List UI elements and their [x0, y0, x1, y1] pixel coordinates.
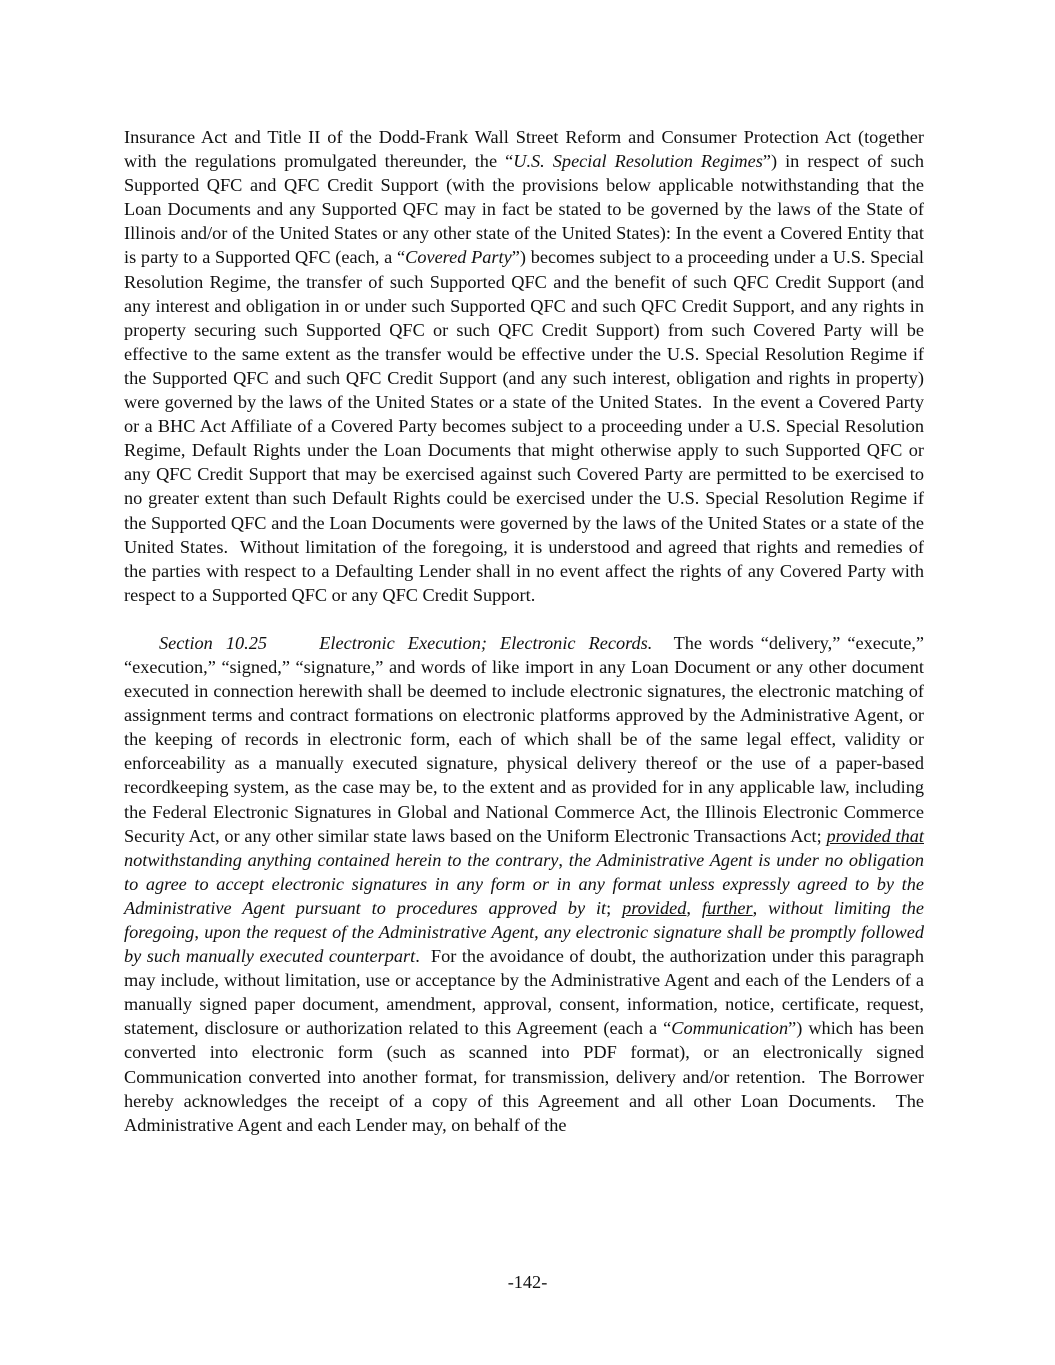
- text-run: Insurance Act and Title II of the Dodd-Frank Wall Street Reform and Consumer Protection Act (together with the regulations promulgated thereunder, the “: [124, 127, 924, 172]
- section-heading: Section 10.25 Electronic Execution; Electronic Records.: [159, 632, 653, 653]
- underlined-term: provided: [622, 897, 687, 918]
- text-run: ”) in respect of such Supported QFC and QFC Credit Support (with the provisions below applicable notwithstanding that the Loan Documents and any Supported QFC may in fact be stated to be governed by the laws of the State of Illinois and/or of the United States or any other state of the United States): In the event a Covered Entity that is party to a Supported QFC (each, a “: [124, 151, 924, 268]
- emphasized-text: the Administrative Agent is under no obligation to agree to accept electronic signatures in any form or in any format unless expressly agreed to by the Administrative Agent pursuant to procedures approved by it: [124, 849, 924, 918]
- text-run: ,: [752, 897, 769, 918]
- text-run: ,: [686, 897, 702, 918]
- text-run: ,: [534, 922, 545, 942]
- emphasized-text: Covered Party: [405, 247, 512, 268]
- page-number: -142-: [507, 1272, 548, 1292]
- paragraph-qfc-regimes: [124, 125, 924, 607]
- emphasized-text: without limiting the foregoing: [124, 897, 924, 942]
- text-run: ”) which has been converted into electronic form (such as scanned into PDF format), or an electronically signed Communication converted into another format, for transmission, delivery and/or retention. The Borrower hereby acknowledges the receipt of a copy of this Agreement and all other Loan Documents. The Administrative Agent and each Lender may, on behalf of the: [124, 1018, 925, 1135]
- emphasized-text: Communication: [671, 1018, 789, 1039]
- emphasized-text: any electronic signature shall be promptly followed by such manually executed counterpart: [124, 922, 925, 967]
- paragraph-section-10-25: [124, 631, 924, 1137]
- emphasized-text: U.S. Special Resolution Regimes: [513, 151, 763, 172]
- emphasized-text: upon the request of the Administrative Agent: [204, 922, 535, 942]
- text-run: ”) becomes subject to a proceeding under a U.S. Special Resolution Regime, the transfer of such Supported QFC and the benefit of such QFC Credit Support (and any interest and obligation in or under such Supported QFC and such QFC Credit Support, and any rights in property securing such Supported QFC or such QFC Credit Support) from such Covered Party will be effective to the same extent as the transfer would be effective under the U.S. Special Resolution Regime if the Supported QFC and such QFC Credit Support (and any such interest, obligation and rights in property) were governed by the laws of the United States or a state of the United States. In the event a Covered Party or a BHC Act Affiliate of a Covered Party becomes subject to a proceeding under a U.S. Special Resolution Regime, Default Rights under the Loan Documents that might otherwise apply to such Supported QFC or any QFC Credit Support that may be exercised against such Covered Party are permitted to be exercised to no greater extent than such Default Rights could be exercised under the U.S. Special Resolution Regime if the Supported QFC and the Loan Documents were governed by the laws of the United States or a state of the United States. Without limitation of the foregoing, it is understood and agreed that rights and remedies of the parties with respect to a Defaulting Lender shall in no event affect the rights of any Covered Party with respect to a Supported QFC or any QFC Credit Support.: [124, 247, 924, 605]
- document-body: [124, 125, 924, 1137]
- text-run: ,: [194, 922, 205, 942]
- underlined-term: provided that: [826, 825, 924, 846]
- emphasized-text: notwithstanding anything contained herein to the contrary: [124, 849, 559, 870]
- text-run: ;: [606, 897, 623, 918]
- text-run: ,: [558, 849, 569, 870]
- underlined-term: further: [701, 897, 753, 918]
- text-run: The words “delivery,” “execute,” “execution,” “signed,” “signature,” and words of like import in any Loan Document or any other document executed in connection herewith shall be deemed to include electronic signatures, the electronic matching of assignment terms and contract formations on electronic platforms approved by the Administrative Agent, or the keeping of records in electronic form, each of which shall be of the same legal effect, validity or enforceability as a manually executed signature, physical delivery thereof or the use of a paper-based recordkeeping system, as the case may be, to the extent and as provided for in any applicable law, including the Federal Electronic Signatures in Global and National Commerce Act, the Illinois Electronic Commerce Security Act, or any other similar state laws based on the Uniform Electronic Transactions Act;: [124, 632, 924, 846]
- text-run: . For the avoidance of doubt, the authorization under this paragraph may include, without limitation, use or acceptance by the Administrative Agent and each of the Lenders of a manually signed paper document, amendment, approval, consent, information, notice, certificate, request, statement, disclosure or authorization related to this Agreement (each a “: [124, 946, 924, 1039]
